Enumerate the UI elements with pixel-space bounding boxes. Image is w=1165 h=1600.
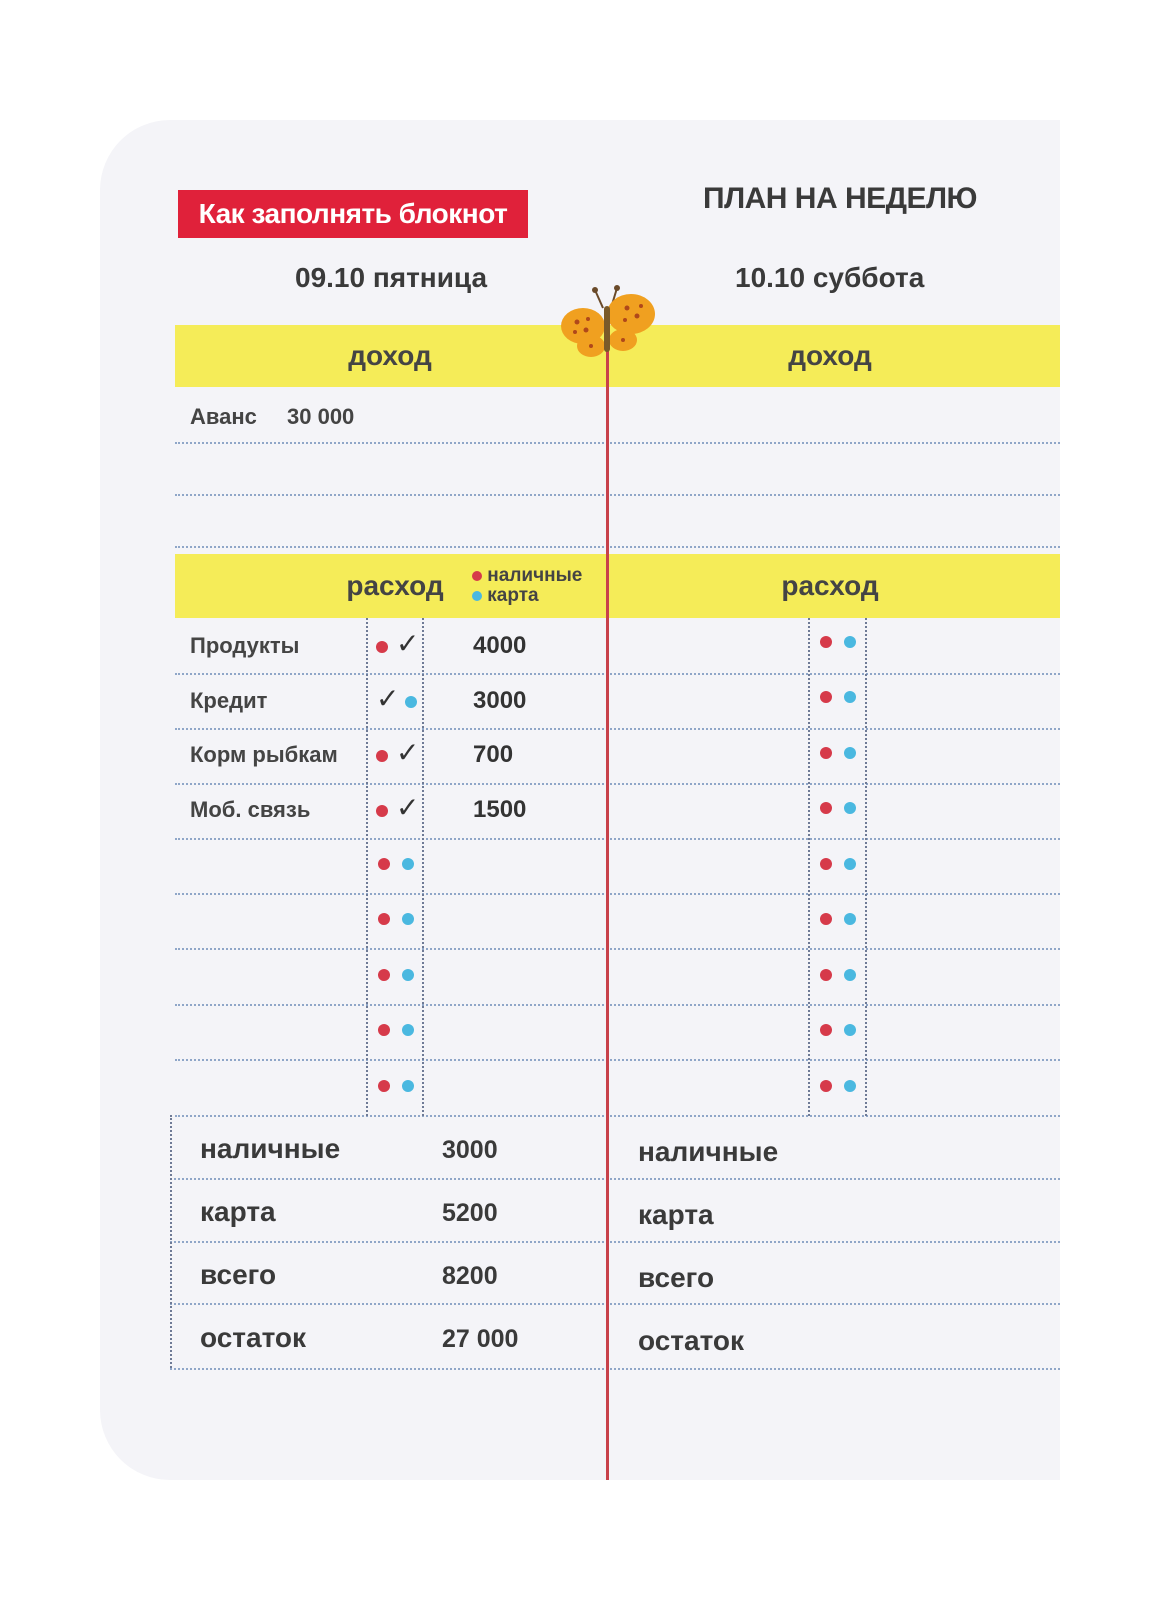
legend-card: карта xyxy=(487,585,539,606)
right-payment-mark-7[interactable] xyxy=(820,968,856,986)
expense-label-2: Кредит xyxy=(190,688,268,713)
expense-label-4: Моб. связь xyxy=(190,797,311,822)
expense-value-4: 1500 xyxy=(473,796,527,823)
expense-label-3: Корм рыбкам xyxy=(190,742,338,767)
cash-dot-icon xyxy=(820,636,832,648)
payment-mark-2[interactable] xyxy=(376,685,417,713)
cash-dot-icon xyxy=(378,1024,390,1036)
butterfly-icon xyxy=(555,280,665,370)
left-summary-cash-value: 3000 xyxy=(442,1136,498,1164)
payment-mark-3[interactable] xyxy=(376,739,419,767)
cash-dot-icon xyxy=(820,802,832,814)
right-summary-total-label: всего xyxy=(638,1262,715,1293)
cash-dot-icon xyxy=(376,805,388,817)
cash-dot-icon xyxy=(820,691,832,703)
expense-value-3: 700 xyxy=(473,741,514,768)
income-label: Аванс xyxy=(190,404,257,429)
card-dot-icon xyxy=(844,858,856,870)
payment-mark-4[interactable] xyxy=(376,794,419,822)
right-payment-mark-8[interactable] xyxy=(820,1023,856,1041)
cash-dot-icon xyxy=(376,750,388,762)
right-payment-mark-4[interactable] xyxy=(820,801,856,819)
left-expense-header: расход xyxy=(346,570,444,601)
left-summary-balance-value: 27 000 xyxy=(442,1325,519,1353)
week-plan-title: ПЛАН НА НЕДЕЛЮ xyxy=(703,182,977,215)
expense-label-1: Продукты xyxy=(190,633,300,658)
expense-value-2: 3000 xyxy=(473,687,527,714)
legend-cash: наличные xyxy=(487,565,583,586)
right-payment-mark-9[interactable] xyxy=(820,1079,856,1097)
cash-dot-icon xyxy=(820,858,832,870)
payment-mark-9[interactable] xyxy=(378,1079,414,1097)
cash-dot-icon xyxy=(820,913,832,925)
cash-dot-icon xyxy=(378,858,390,870)
right-income-header: доход xyxy=(788,340,872,371)
left-summary-card-label: карта xyxy=(200,1196,276,1227)
right-payment-mark-5[interactable] xyxy=(820,857,856,875)
payment-mark-5[interactable] xyxy=(378,857,414,875)
cash-dot-icon xyxy=(820,1024,832,1036)
card-dot-icon xyxy=(844,802,856,814)
card-dot-icon xyxy=(844,691,856,703)
card-dot-icon xyxy=(844,913,856,925)
expense-value-1: 4000 xyxy=(473,632,527,659)
payment-legend xyxy=(472,566,582,606)
right-payment-mark-1[interactable] xyxy=(820,635,856,653)
page-divider-line xyxy=(606,320,609,1480)
right-summary-balance-label: остаток xyxy=(638,1325,745,1356)
card-dot-icon xyxy=(402,1024,414,1036)
cash-dot-icon xyxy=(378,969,390,981)
left-summary-cash-label: наличные xyxy=(200,1133,341,1164)
how-to-fill-label: Как заполнять блокнот xyxy=(178,190,528,238)
left-date: 09.10 пятница xyxy=(295,262,488,293)
right-date: 10.10 суббота xyxy=(735,262,925,293)
card-dot-icon xyxy=(402,913,414,925)
check-icon: ✓ xyxy=(396,628,420,659)
payment-mark-1[interactable] xyxy=(376,630,419,658)
card-dot-icon xyxy=(844,1080,856,1092)
right-payment-mark-2[interactable] xyxy=(820,690,856,708)
left-summary-balance-label: остаток xyxy=(200,1322,307,1353)
card-dot-icon xyxy=(472,591,482,601)
payment-mark-8[interactable] xyxy=(378,1023,414,1041)
right-payment-mark-6[interactable] xyxy=(820,912,856,930)
card-dot-icon xyxy=(405,696,417,708)
card-dot-icon xyxy=(844,747,856,759)
card-dot-icon xyxy=(402,1080,414,1092)
right-expense-header: расход xyxy=(781,570,879,601)
payment-mark-7[interactable] xyxy=(378,968,414,986)
cash-dot-icon xyxy=(820,969,832,981)
notebook-page xyxy=(100,120,1060,1480)
income-value: 30 000 xyxy=(287,404,355,429)
check-icon: ✓ xyxy=(396,737,420,768)
card-dot-icon xyxy=(402,969,414,981)
cash-dot-icon xyxy=(376,641,388,653)
payment-mark-6[interactable] xyxy=(378,912,414,930)
card-dot-icon xyxy=(402,858,414,870)
right-payment-mark-3[interactable] xyxy=(820,746,856,764)
card-dot-icon xyxy=(844,1024,856,1036)
cash-dot-icon xyxy=(472,571,482,581)
cash-dot-icon xyxy=(820,747,832,759)
right-summary-cash-label: наличные xyxy=(638,1136,779,1167)
check-icon: ✓ xyxy=(376,683,400,714)
card-dot-icon xyxy=(844,636,856,648)
check-icon: ✓ xyxy=(396,792,420,823)
left-summary-card-value: 5200 xyxy=(442,1199,498,1227)
cash-dot-icon xyxy=(820,1080,832,1092)
card-dot-icon xyxy=(844,969,856,981)
left-income-header: доход xyxy=(348,340,432,371)
right-summary-card-label: карта xyxy=(638,1199,714,1230)
left-summary-total-value: 8200 xyxy=(442,1262,498,1290)
cash-dot-icon xyxy=(378,1080,390,1092)
left-summary-total-label: всего xyxy=(200,1259,277,1290)
cash-dot-icon xyxy=(378,913,390,925)
